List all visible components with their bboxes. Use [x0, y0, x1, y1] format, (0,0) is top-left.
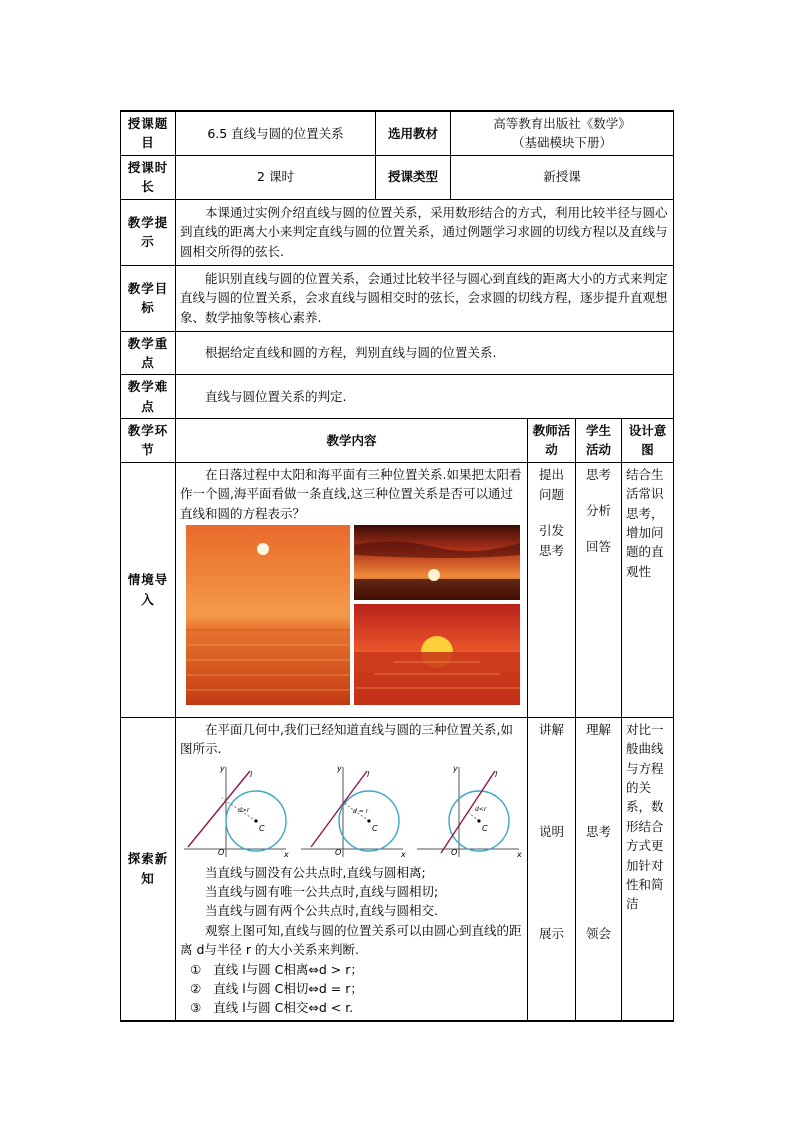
- observe-text: 观察上图可知,直线与圆的位置关系可以由圆心到直线的距离 d与半径 r 的大小关系来判断.: [180, 922, 522, 958]
- sunset-photo-above: [186, 525, 350, 705]
- type-label: 授课类型: [376, 155, 451, 199]
- svg-text:O: O: [218, 847, 225, 857]
- design-header: 设计意图: [622, 419, 674, 463]
- explore-design: 对比一般曲线与方程的关系，数形结合方式更加针对性和简洁: [622, 717, 674, 1020]
- explore-student: 理解 思考 领会: [576, 717, 622, 1020]
- topic-label: 授课题目: [121, 111, 176, 155]
- cases-block: [180, 863, 523, 921]
- intro-row: [121, 462, 674, 717]
- student-header: 学生活动: [576, 419, 622, 463]
- goal-row: [121, 265, 674, 331]
- svg-text:l: l: [366, 769, 369, 779]
- svg-text:d<r: d<r: [475, 805, 487, 813]
- svg-text:y: y: [453, 763, 458, 773]
- svg-text:C: C: [259, 823, 265, 833]
- criterion-2: ② 直线 l与圆 C相切⇔d = r；: [190, 980, 363, 996]
- explore-intro-text: 在平面几何中,我们已经知道直线与圆的三种位置关系,如图所示.: [180, 721, 513, 757]
- key-text: 根据给定直线和圆的方程，判别直线与圆的位置关系.: [176, 331, 674, 375]
- column-header-row: [121, 419, 674, 463]
- svg-text:d = r: d = r: [352, 807, 368, 815]
- difficulty-label: 教学难点: [121, 375, 176, 419]
- difficulty-text: 直线与圆位置关系的判定.: [176, 375, 674, 419]
- svg-text:x: x: [517, 849, 522, 859]
- diagram-separate: [180, 763, 290, 859]
- duration-row: [121, 155, 674, 199]
- intro-teacher: 提出 问题 引发 思考: [528, 462, 576, 717]
- svg-text:x: x: [284, 849, 289, 859]
- sunset-photos: [180, 525, 523, 715]
- teacher-header: 教师活动: [528, 419, 576, 463]
- textbook-line1: 高等教育出版社《数学》: [493, 116, 631, 131]
- stage-header: 教学环节: [121, 419, 176, 463]
- intro-text: 在日落过程中太阳和海平面有三种位置关系.如果把太阳看作一个圆,海平面看做一条直线,这三种位置关系是否可以通过直线和圆的方程表示？: [180, 466, 522, 521]
- goal-label: 教学目标: [121, 265, 176, 331]
- svg-text:x: x: [400, 849, 406, 859]
- key-label: 教学重点: [121, 331, 176, 375]
- intro-stage: 情境导入: [121, 462, 176, 717]
- criterion-3: ③ 直线 l与圆 C相交⇔d < r.: [190, 1000, 354, 1016]
- svg-text:l: l: [495, 769, 498, 779]
- explore-row: [121, 717, 674, 1020]
- topic-row: [121, 111, 674, 155]
- explore-stage: 探索新知: [121, 717, 176, 1020]
- diagram-intersect: [413, 763, 523, 859]
- intro-content: [176, 462, 528, 717]
- hint-text: 本课通过实例介绍直线与圆的位置关系，采用数形结合的方式，利用比较半径与圆心到直线的距离大小来判定直线与圆的位置关系，通过例题学习求圆的切线方程以及直线与圆相交所得的弦长.: [176, 199, 674, 265]
- duration-value: 2 课时: [176, 155, 376, 199]
- svg-text:C: C: [371, 823, 378, 833]
- intro-student: 思考 分析 回答: [576, 462, 622, 717]
- criteria-list: [180, 960, 523, 1018]
- sunset-photo-intersect: [354, 604, 520, 705]
- svg-text:C: C: [482, 823, 488, 833]
- explore-content: [176, 717, 528, 1020]
- textbook-value: [451, 111, 674, 155]
- criterion-1: ① 直线 l与圆 C相离⇔d > r；: [190, 961, 363, 977]
- case-tangent: 当直线与圆有唯一公共点时,直线与圆相切;: [205, 884, 439, 899]
- goal-text: 能识别直线与圆的位置关系，会通过比较半径与圆心到直线的距离大小的方式来判定直线与圆的位置关系，会求直线与圆相交时的弦长，会求圆的切线方程，逐步提升直观想象、数学抽象等核心素养.: [176, 265, 674, 331]
- topic-value: 6.5 直线与圆的位置关系: [176, 111, 376, 155]
- svg-text:y: y: [220, 763, 225, 773]
- svg-text:d>r: d>r: [238, 806, 250, 814]
- hint-label: 教学提示: [121, 199, 176, 265]
- hint-row: [121, 199, 674, 265]
- duration-label: 授课时长: [121, 155, 176, 199]
- svg-text:l: l: [250, 769, 253, 779]
- svg-text:O: O: [451, 847, 458, 857]
- lesson-plan-table: [120, 110, 674, 1022]
- sunset-photo-tangent: [354, 525, 520, 600]
- key-row: [121, 331, 674, 375]
- difficulty-row: [121, 375, 674, 419]
- diagram-tangent: [297, 763, 407, 859]
- svg-text:y: y: [336, 763, 342, 773]
- type-value: 新授课: [451, 155, 674, 199]
- case-intersect: 当直线与圆有两个公共点时,直线与圆相交.: [205, 903, 438, 919]
- intro-design: 结合生活常识思考，增加问题的直观性: [622, 462, 674, 717]
- position-diagrams: [180, 763, 523, 859]
- textbook-label: 选用教材: [376, 111, 451, 155]
- explore-teacher: 讲解 说明 展示: [528, 717, 576, 1020]
- case-separate: 当直线与圆没有公共点时,直线与圆相离;: [205, 864, 426, 880]
- svg-text:O: O: [334, 847, 341, 857]
- textbook-line2: （基础模块下册）: [512, 135, 613, 151]
- content-header: 教学内容: [176, 419, 528, 463]
